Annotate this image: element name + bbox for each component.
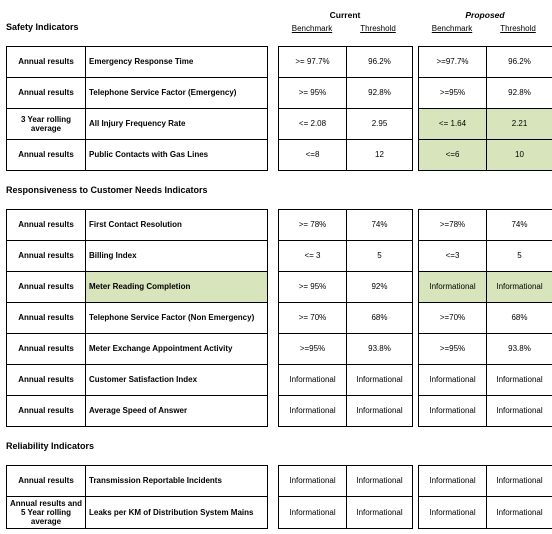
period-cell: Annual results <box>7 303 86 334</box>
table-row <box>279 334 413 365</box>
table-row <box>7 47 268 78</box>
current-group-title: Current <box>329 10 361 20</box>
period-cell: Annual results <box>7 334 86 365</box>
period-cell: Annual results <box>7 272 86 303</box>
table-row <box>279 109 413 140</box>
proposed-threshold-cell: 92.8% <box>487 78 552 109</box>
table-row <box>7 365 268 396</box>
period-cell: Annual results <box>7 140 86 171</box>
table-row <box>419 109 552 140</box>
period-cell: Annual results <box>7 47 86 78</box>
reliability-section-title: Reliability Indicators <box>6 441 95 451</box>
safety-left-table <box>6 46 268 171</box>
current-benchmark-cell: Informational <box>279 466 347 497</box>
proposed-benchmark-cell: Informational <box>419 365 487 396</box>
proposed-benchmark-cell: <=3 <box>419 241 487 272</box>
current-benchmark-cell: >= 78% <box>279 210 347 241</box>
indicator-cell: Meter Exchange Appointment Activity <box>86 334 268 365</box>
current-benchmark-cell: <= 3 <box>279 241 347 272</box>
proposed-threshold-cell: 2.21 <box>487 109 552 140</box>
period-cell: Annual results <box>7 78 86 109</box>
responsiveness-current-table <box>278 209 413 427</box>
table-row <box>419 140 552 171</box>
current-benchmark-cell: >= 95% <box>279 272 347 303</box>
table-row <box>419 78 552 109</box>
current-benchmark-cell: >= 70% <box>279 303 347 334</box>
period-cell: 3 Year rolling average <box>7 109 86 140</box>
table-row <box>419 303 552 334</box>
current-threshold-cell: 2.95 <box>347 109 413 140</box>
table-row <box>419 396 552 427</box>
safety-current-table <box>278 46 413 171</box>
table-row <box>7 303 268 334</box>
proposed-threshold-cell: 5 <box>487 241 552 272</box>
table-row <box>419 241 552 272</box>
table-row <box>7 210 268 241</box>
table-row <box>7 241 268 272</box>
proposed-benchmark-cell: >=97.7% <box>419 47 487 78</box>
proposed-group-title: Proposed <box>465 10 505 20</box>
period-cell: Annual results <box>7 466 86 497</box>
proposed-benchmark-cell: >=95% <box>419 334 487 365</box>
proposed-threshold-cell: 96.2% <box>487 47 552 78</box>
current-threshold-cell: 92.8% <box>347 78 413 109</box>
proposed-threshold-cell: Informational <box>487 466 552 497</box>
current-threshold-cell: Informational <box>347 497 413 529</box>
proposed-threshold-cell: Informational <box>487 396 552 427</box>
responsiveness-proposed-table <box>418 209 552 427</box>
proposed-threshold-cell: 74% <box>487 210 552 241</box>
indicator-cell: Transmission Reportable Incidents <box>86 466 268 497</box>
table-row <box>7 497 268 529</box>
period-cell: Annual results <box>7 365 86 396</box>
table-row <box>279 272 413 303</box>
table-row <box>279 466 413 497</box>
current-benchmark-cell: <= 2.08 <box>279 109 347 140</box>
indicator-cell: Billing Index <box>86 241 268 272</box>
proposed-benchmark-cell: >=78% <box>419 210 487 241</box>
current-benchmark-cell: >=95% <box>279 334 347 365</box>
proposed-benchmark-cell: Informational <box>419 466 487 497</box>
indicator-cell: First Contact Resolution <box>86 210 268 241</box>
table-row <box>279 365 413 396</box>
table-row <box>419 365 552 396</box>
current-threshold-cell: 12 <box>347 140 413 171</box>
current-threshold-cell: Informational <box>347 396 413 427</box>
table-row <box>419 497 552 529</box>
period-cell: Annual results and 5 Year rolling average <box>7 497 86 529</box>
table-row <box>7 466 268 497</box>
proposed-threshold-cell: Informational <box>487 272 552 303</box>
responsiveness-left-table <box>6 209 268 427</box>
current-threshold-cell: 68% <box>347 303 413 334</box>
current-threshold-cell: 74% <box>347 210 413 241</box>
table-row <box>279 47 413 78</box>
responsiveness-section-title: Responsiveness to Customer Needs Indicators <box>6 185 208 195</box>
indicator-cell: Telephone Service Factor (Non Emergency) <box>86 303 268 334</box>
proposed-threshold-cell: 93.8% <box>487 334 552 365</box>
indicator-cell: Customer Satisfaction Index <box>86 365 268 396</box>
reliability-left-table <box>6 465 268 529</box>
proposed-benchmark-cell: Informational <box>419 272 487 303</box>
proposed-threshold-cell: 10 <box>487 140 552 171</box>
proposed-threshold-cell: Informational <box>487 497 552 529</box>
table-row <box>279 78 413 109</box>
table-row <box>7 78 268 109</box>
proposed-benchmark-cell: <=6 <box>419 140 487 171</box>
period-cell: Annual results <box>7 210 86 241</box>
current-threshold-cell: 96.2% <box>347 47 413 78</box>
table-row <box>419 210 552 241</box>
current-benchmark-cell: >= 95% <box>279 78 347 109</box>
current-threshold-cell: 5 <box>347 241 413 272</box>
table-row <box>279 396 413 427</box>
table-row <box>419 334 552 365</box>
table-row <box>279 210 413 241</box>
current-benchmark-cell: Informational <box>279 365 347 396</box>
current-benchmark-header: Benchmark <box>291 24 333 33</box>
indicator-cell: Public Contacts with Gas Lines <box>86 140 268 171</box>
indicator-cell: Meter Reading Completion <box>86 272 268 303</box>
current-benchmark-cell: Informational <box>279 497 347 529</box>
indicator-cell: Leaks per KM of Distribution System Mains <box>86 497 268 529</box>
current-benchmark-cell: Informational <box>279 396 347 427</box>
proposed-benchmark-cell: >=95% <box>419 78 487 109</box>
table-row <box>279 303 413 334</box>
reliability-proposed-table <box>418 465 552 529</box>
current-benchmark-cell: <=8 <box>279 140 347 171</box>
proposed-benchmark-cell: Informational <box>419 497 487 529</box>
indicator-cell: All Injury Frequency Rate <box>86 109 268 140</box>
table-row <box>7 109 268 140</box>
indicator-cell: Emergency Response Time <box>86 47 268 78</box>
table-row <box>7 334 268 365</box>
proposed-threshold-cell: 68% <box>487 303 552 334</box>
table-row <box>279 140 413 171</box>
current-threshold-cell: 93.8% <box>347 334 413 365</box>
table-row <box>279 241 413 272</box>
proposed-threshold-header: Threshold <box>500 24 536 33</box>
proposed-benchmark-cell: >=70% <box>419 303 487 334</box>
current-threshold-cell: 92% <box>347 272 413 303</box>
table-row <box>7 140 268 171</box>
safety-proposed-table <box>418 46 552 171</box>
period-cell: Annual results <box>7 241 86 272</box>
table-row <box>7 272 268 303</box>
current-threshold-cell: Informational <box>347 466 413 497</box>
period-cell: Annual results <box>7 396 86 427</box>
table-row <box>419 466 552 497</box>
table-row <box>419 272 552 303</box>
proposed-benchmark-cell: Informational <box>419 396 487 427</box>
reliability-current-table <box>278 465 413 529</box>
table-row <box>7 396 268 427</box>
proposed-benchmark-cell: <= 1.64 <box>419 109 487 140</box>
table-row <box>279 497 413 529</box>
safety-section-title: Safety Indicators <box>6 22 79 32</box>
indicator-cell: Average Speed of Answer <box>86 396 268 427</box>
indicator-cell: Telephone Service Factor (Emergency) <box>86 78 268 109</box>
table-row <box>419 47 552 78</box>
current-benchmark-cell: >= 97.7% <box>279 47 347 78</box>
current-threshold-cell: Informational <box>347 365 413 396</box>
current-threshold-header: Threshold <box>360 24 396 33</box>
proposed-benchmark-header: Benchmark <box>431 24 473 33</box>
proposed-threshold-cell: Informational <box>487 365 552 396</box>
